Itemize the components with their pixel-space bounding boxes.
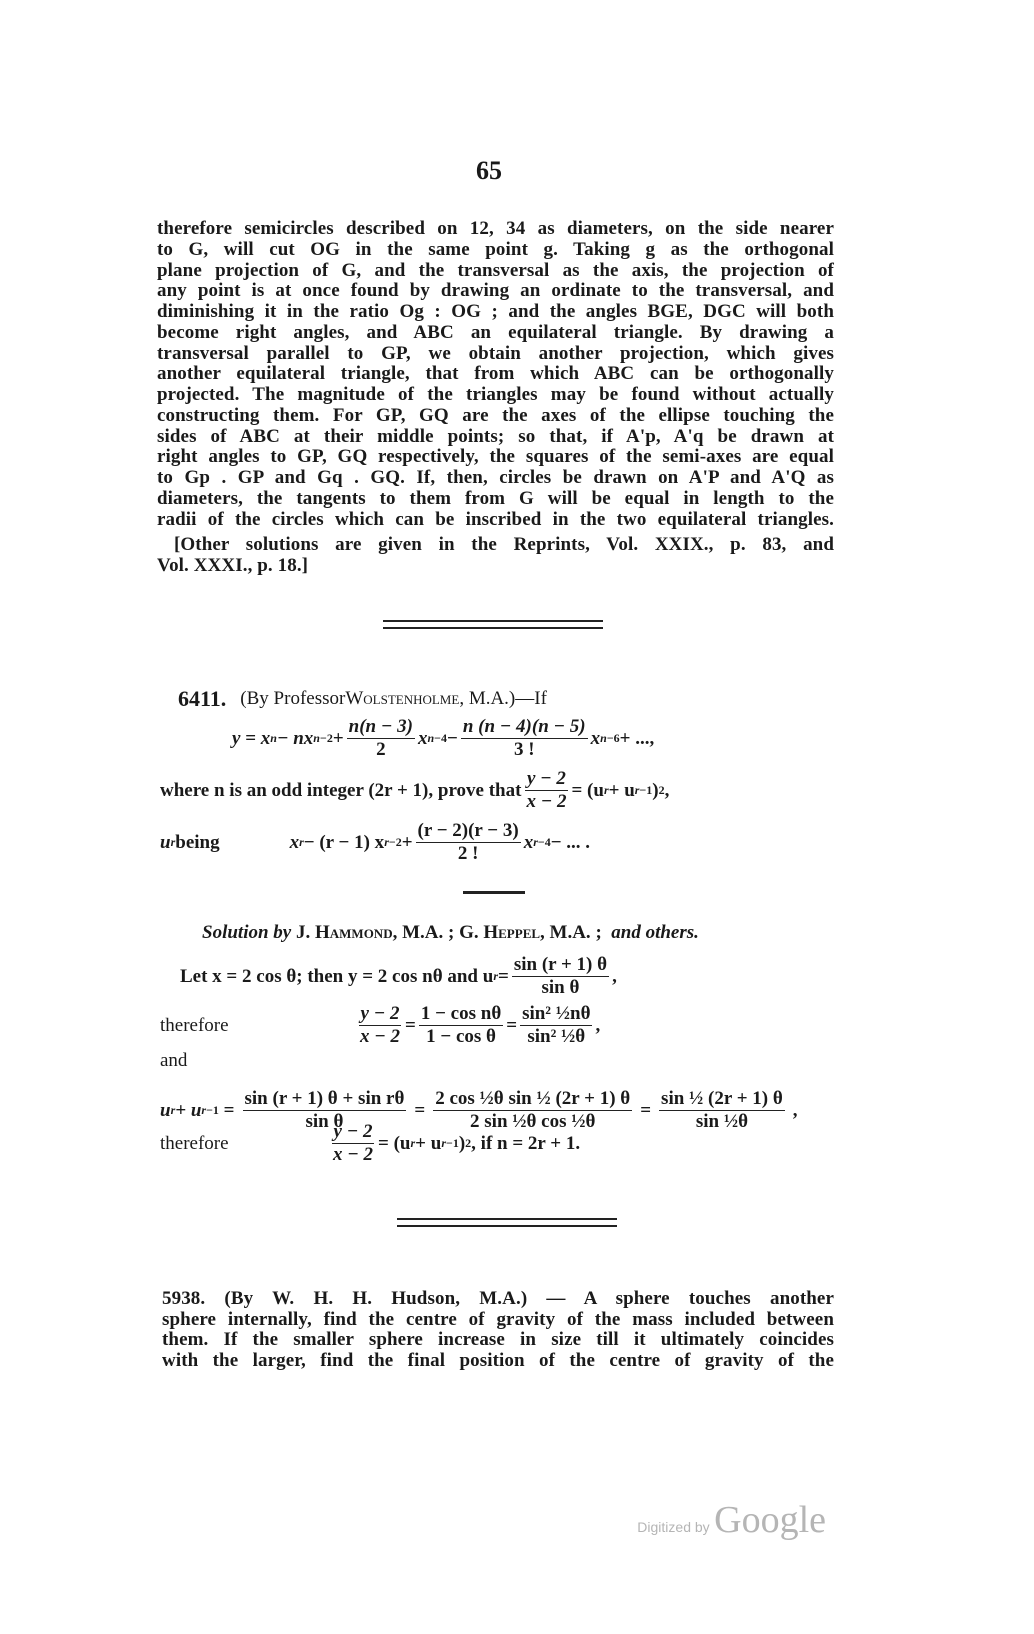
text-line: projected. The magnitude of the triangles may be found without actually [157,384,834,405]
degree: M.A. [549,922,591,943]
numerator: sin² ½nθ [522,1003,591,1024]
fraction [461,716,588,761]
numerator: n (n − 4)(n − 5) [462,716,586,737]
page-number: 65 [476,156,502,185]
fraction [331,1121,375,1166]
denominator: sin θ [541,977,580,998]
denominator: 1 − cos θ [426,1026,496,1047]
text-line: diminishing it in the ratio Og : OG ; and the angles BGE, DGC will both [157,301,834,322]
eq-part: , if n = 2r + 1. [471,1132,581,1154]
fraction [347,716,415,761]
eq-part: − (r − 1) x [303,831,385,853]
eq-part: u [160,831,171,853]
numerator: (r − 2)(r − 3) [417,820,519,841]
ur-definition: u r being x r − (r − 1) x r−2 + $\frac{(r - 2)(r - 3)}{2 !}$ x r−4 − ... . [160,820,591,864]
question-number: 6411. [178,686,227,711]
google-logo: Google [714,1499,826,1541]
eq-part: + u [415,1132,442,1154]
question-6411-header [178,686,547,712]
text-line: with the larger, find the final position of the centre of gravity of the [162,1350,834,1371]
numerator: sin ½ (2r + 1) θ [661,1088,783,1109]
eq-part: x [417,727,428,749]
eq-part: u [160,1099,171,1121]
text-line: diameters, the tangents to them from G will be equal in length to the [157,488,834,509]
denominator: 3 ! [513,739,535,760]
denominator: 2 [376,739,386,760]
denominator: 2 ! [457,843,479,864]
therefore-line-1: therefore $\frac{y - 2}{x - 2}$ = $\frac{\text{1 − cos nθ}}{\text{1 − cos θ}}$ = $\frac{\text{sin² ½nθ}}{\text{sin² ½θ}}$ , [160,1003,601,1047]
others: and others. [611,922,699,943]
numerator: y − 2 [526,768,566,789]
eq-part: y = x [232,727,271,749]
denominator: x − 2 [526,791,567,812]
section-divider [397,1218,617,1227]
solution-by-label: Solution by [202,922,292,943]
text-line: radii of the circles which can be inscribed in the two equilateral triangles. [157,509,834,530]
fraction [419,1003,503,1048]
therefore-line-2: therefore $\frac{y - 2}{x - 2}$ = (u r + u r−1 ) 2 , if n = 2r + 1. [160,1121,581,1165]
equation-y: y = x n − nx n−2 + $\frac{n(n - 3)}{2}$ x n−4 − $\frac{n (n - 4)(n - 5)}{3 !}$ x n−6 + ..., [232,716,655,760]
fraction [520,1003,592,1048]
fraction [512,954,609,999]
header-tail: , M.A.)—If [459,688,547,709]
text-line: any point is at once found by drawing an ordinate to the transversal, and [157,280,834,301]
therefore-label: therefore [160,1132,229,1154]
note-line: [Other solutions are given in the Reprints, Vol. XXIX., p. 83, and [174,534,834,555]
eq-part: x [289,831,300,853]
denominator: sin² ½θ [527,1026,586,1047]
eq-part: ) [458,1132,466,1154]
numerator: n(n − 3) [348,716,413,737]
text-line: transversal parallel to GP, we obtain another projection, which gives [157,343,834,364]
section-divider [383,620,603,629]
eq-part: + [401,831,413,853]
denominator: sin θ [305,1111,344,1132]
solver: G. Heppel [459,922,541,943]
eq-part: + ..., [619,727,655,749]
numerator: y − 2 [360,1003,400,1024]
and-label: and [160,1050,188,1071]
denominator: x − 2 [333,1144,374,1165]
text-line: plane projection of G, and the transversal as the axis, the projection of [157,260,834,281]
eq-part: + u [175,1099,202,1121]
text-line: them. If the smaller sphere increase in size till it ultimately coincides [162,1329,834,1350]
where-text: where n is an odd integer (2r + 1), prove that [160,779,522,801]
eq-part: − ... . [550,831,591,853]
text-line: sides of ABC at their middle points; so that, if A'p, A'q be drawn at [157,426,834,447]
text-line: therefore semicircles described on 12, 34 as diameters, on the side nearer [157,218,834,239]
note-line: Vol. XXXI., p. 18.] [157,555,309,576]
eq-part: x [523,831,534,853]
by-label: (By Professor [240,688,346,709]
numerator: 2 cos ½θ sin ½ (2r + 1) θ [435,1088,631,1109]
eq-part: + u [608,779,635,801]
text-line: to Gp . GP and Gq . GQ. If, then, circles be drawn on A'P and A'Q as [157,467,834,488]
where-line: where n is an odd integer (2r + 1), prove that $\frac{y - 2}{x - 2}$ = (u r + u r−1 ) 2 , [160,768,670,812]
text-line: constructing them. For GP, GQ are the axes of the ellipse touching the [157,405,834,426]
numerator: sin (r + 1) θ + sin rθ [244,1088,405,1109]
eq-part: + [332,727,344,749]
eq-part: = (u [378,1132,411,1154]
fraction [416,820,521,865]
denominator: sin ½θ [695,1111,748,1132]
eq-part: Let x = 2 cos θ; then y = 2 cos nθ and u [180,965,494,987]
eq-part: ) [652,779,659,801]
fraction [659,1088,785,1133]
numerator: y − 2 [333,1121,373,1142]
text-line: to G, will cut OG in the same point g. Taking g as the orthogonal [157,239,834,260]
fraction [358,1003,402,1048]
degree: M.A. [402,922,444,943]
author: Wolstenholme [345,688,460,709]
digitized-watermark [637,1498,826,1542]
eq-part: being [175,831,220,853]
text-line: become right angles, and ABC an equilateral triangle. By drawing a [157,322,834,343]
fraction [524,768,568,813]
text-line: 5938. (By W. H. H. Hudson, M.A.) — A sphere touches another [162,1288,834,1309]
eq-part: − nx [276,727,314,749]
sum-line: u r + u r−1 = $\frac{\text{sin (r + 1) θ + sin rθ}}{\text{sin θ}}$ = $\frac{\text{2 cos ½θ sin ½ (2r + 1) θ}}{\text{2 sin ½θ cos ½θ}}$ = $\frac{\text{sin ½ (2r + 1) θ}}{\text{sin ½θ}}$ , [160,1088,798,1132]
text-line: sphere internally, find the centre of gravity of the mass included between [162,1309,834,1330]
denominator: x − 2 [360,1026,401,1047]
text-line: right angles to GP, GQ respectively, the squares of the semi-axes are equal [157,446,834,467]
denominator: 2 sin ½θ cos ½θ [470,1111,596,1132]
text-line: another equilateral triangle, that from which ABC can be orthogonally [157,363,834,384]
numerator: sin (r + 1) θ [513,954,608,975]
let-line: Let x = 2 cos θ; then y = 2 cos nθ and u r = $\frac{\sin (r + 1) \theta}{\text{sin θ}}$ , [180,954,617,998]
divider [463,891,525,894]
watermark-prefix: Digitized by [637,1519,710,1535]
eq-part: − [447,727,458,749]
solver: J. Hammond [295,922,393,943]
solution-credit: Solution by J. Hammond , M.A. ; G. Heppel , M.A. ; and others. [202,922,699,943]
eq-part: x [590,727,601,749]
numerator: 1 − cos nθ [420,1003,502,1024]
eq-part: = (u [571,779,604,801]
eq-part: = [498,965,509,987]
therefore-label: therefore [160,1014,229,1036]
